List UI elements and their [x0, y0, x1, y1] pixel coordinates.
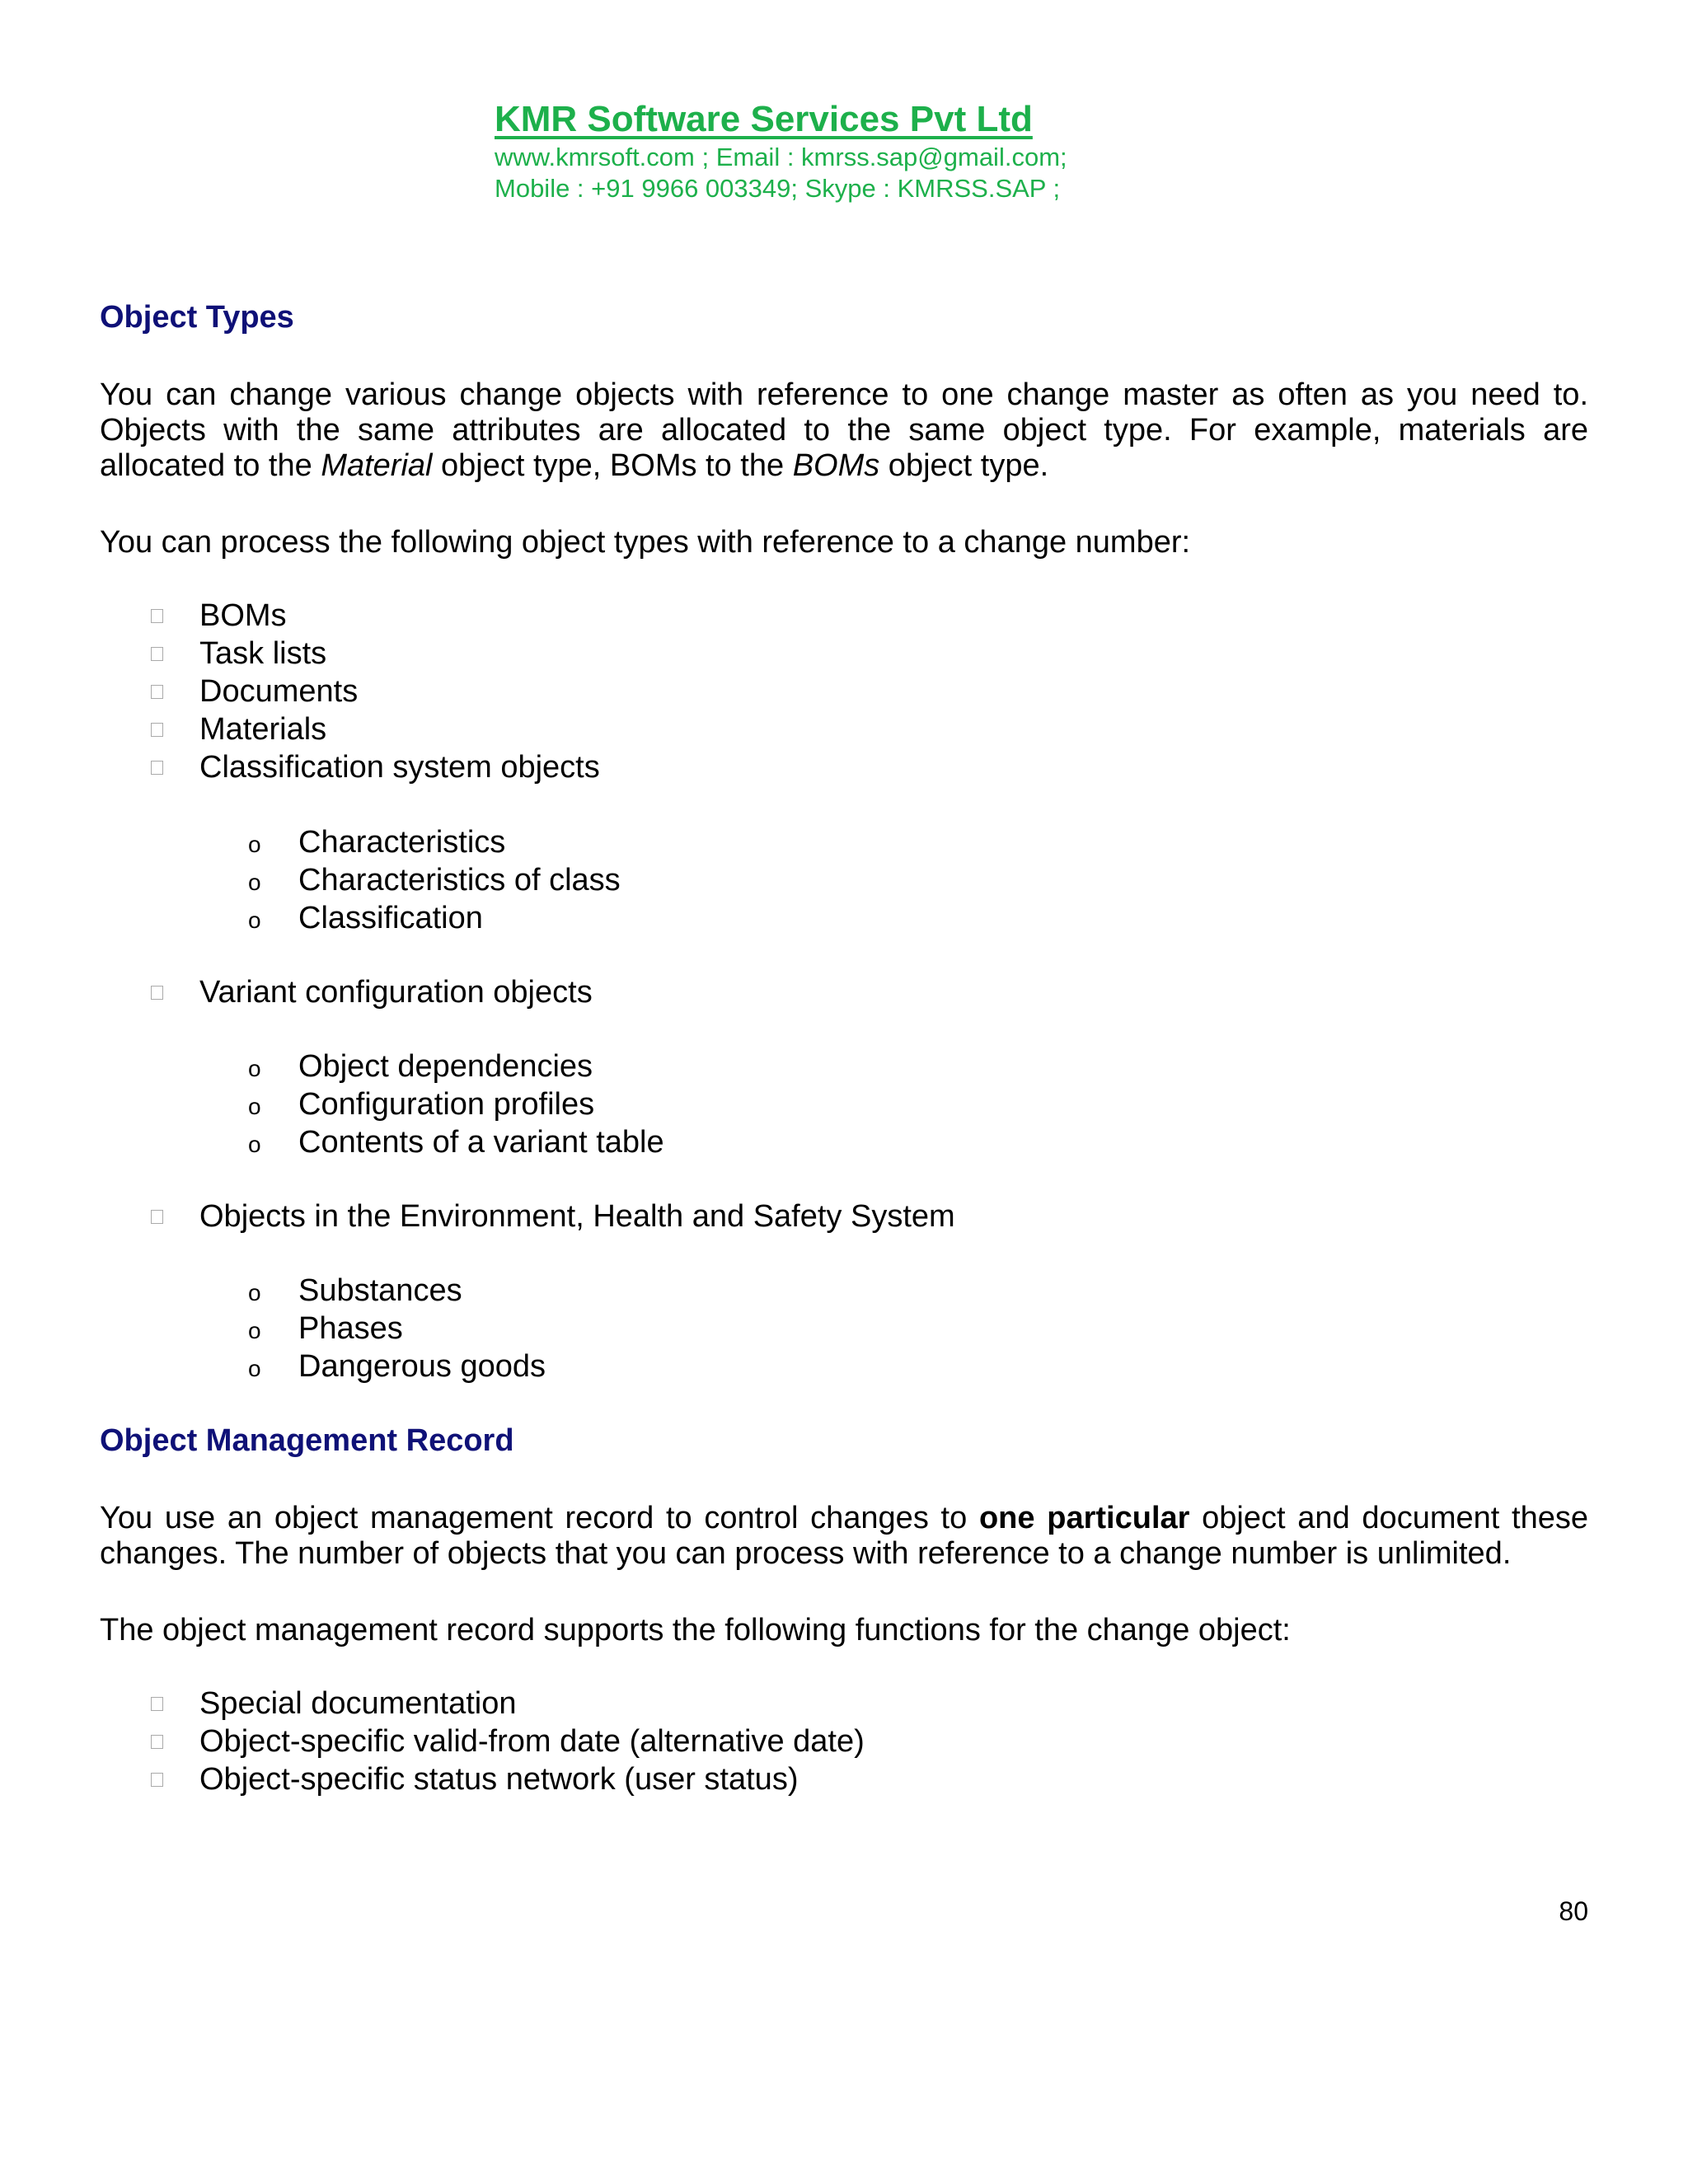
variant-config-list	[100, 973, 1588, 1011]
omr-function-list	[100, 1685, 1588, 1798]
paragraph-object-types-intro: You can change various change objects with reference to one change master as often as you need to. Objects with the same attributes are allocated to the same object type. For example, materials are allocated to the Material object type, BOMs to the BOMs object type.	[100, 377, 1588, 483]
circle-bullet-icon: o	[248, 1356, 261, 1381]
paragraph-process-types: You can process the following object types with reference to a change number:	[100, 525, 1191, 560]
term-boms: BOMs	[792, 448, 880, 483]
circle-bullet-icon: o	[248, 832, 261, 857]
circle-bullet-icon: o	[248, 1094, 261, 1119]
ehs-list	[100, 1197, 1588, 1235]
ehs-sublist	[100, 1272, 1588, 1385]
list-item: Object-specific valid-from date (alternative date)	[100, 1722, 1588, 1760]
list-item: BOMs	[100, 597, 1588, 635]
list-item: Documents	[100, 673, 1588, 710]
contact-web-email: www.kmrsoft.com ; Email : kmrss.sap@gmail.com;	[495, 143, 1067, 171]
variant-config-sublist	[100, 1047, 1588, 1161]
circle-bullet-icon: o	[248, 1056, 261, 1081]
company-name: KMR Software Services Pvt Ltd	[495, 99, 1033, 139]
letterhead	[495, 97, 1067, 204]
list-item: Object-specific status network (user status)	[100, 1760, 1588, 1798]
paragraph-omr-intro: You use an object management record to control changes to one particular object and document these changes. The number of objects that you can process with reference to a change number is unlimited.	[100, 1501, 1588, 1571]
emphasis-one-particular: one particular	[978, 1501, 1190, 1535]
circle-bullet-icon: o	[248, 1318, 261, 1343]
heading-object-management-record: Object Management Record	[100, 1423, 514, 1458]
sublist-item: o Characteristics of class	[100, 861, 1588, 899]
sublist-item: o Configuration profiles	[100, 1085, 1588, 1123]
checkbox-glyph-icon	[151, 1735, 163, 1749]
checkbox-glyph-icon	[151, 1697, 163, 1711]
contact-phone-skype: Mobile : +91 9966 003349; Skype : KMRSS.SAP ;	[495, 174, 1061, 203]
sublist-item: o Classification	[100, 899, 1588, 937]
list-item: Special documentation	[100, 1685, 1588, 1722]
checkbox-glyph-icon	[151, 685, 163, 699]
page-number: 80	[1559, 1896, 1588, 1926]
term-material: Material	[321, 448, 433, 483]
checkbox-glyph-icon	[151, 986, 163, 1000]
heading-object-types: Object Types	[100, 300, 294, 335]
paragraph-omr-functions: The object management record supports the following functions for the change object:	[100, 1613, 1291, 1647]
sublist-item: o Object dependencies	[100, 1047, 1588, 1085]
checkbox-glyph-icon	[151, 1210, 163, 1224]
list-item: Variant configuration objects	[100, 973, 1588, 1011]
checkbox-glyph-icon	[151, 1773, 163, 1787]
circle-bullet-icon: o	[248, 907, 261, 933]
sublist-item: o Characteristics	[100, 823, 1588, 861]
list-item: Materials	[100, 710, 1588, 748]
circle-bullet-icon: o	[248, 869, 261, 895]
document-body	[100, 298, 1588, 1798]
sublist-item: o Substances	[100, 1272, 1588, 1310]
circle-bullet-icon: o	[248, 1132, 261, 1157]
list-item: Objects in the Environment, Health and Safety System	[100, 1197, 1588, 1235]
sublist-item: o Contents of a variant table	[100, 1123, 1588, 1161]
checkbox-glyph-icon	[151, 609, 163, 623]
classification-sublist	[100, 823, 1588, 937]
checkbox-glyph-icon	[151, 761, 163, 775]
sublist-item: o Phases	[100, 1310, 1588, 1347]
list-item: Task lists	[100, 635, 1588, 673]
list-item: Classification system objects	[100, 748, 1588, 786]
checkbox-glyph-icon	[151, 647, 163, 661]
object-type-list	[100, 597, 1588, 786]
sublist-item: o Dangerous goods	[100, 1347, 1588, 1385]
circle-bullet-icon: o	[248, 1280, 261, 1305]
checkbox-glyph-icon	[151, 723, 163, 737]
